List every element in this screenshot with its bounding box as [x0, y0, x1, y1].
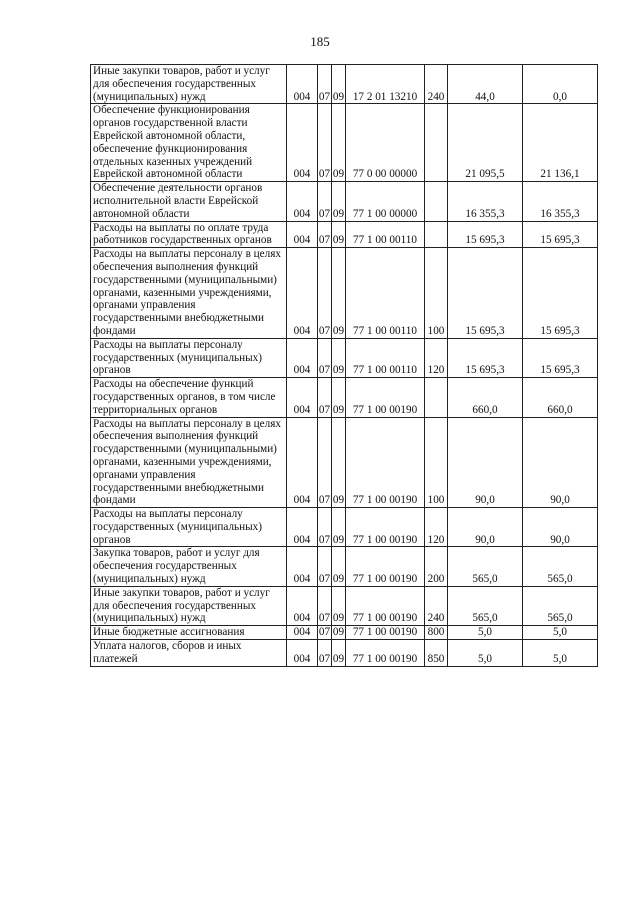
expense-name: Расходы на выплаты персоналу в целях обеспечения выполнения функций государственными (муниципальными) органами, казенными учреждениями, органами управления государственными внебюджетными фондами — [91, 417, 287, 508]
table-row — [91, 378, 598, 417]
admin-code: 004 — [287, 221, 318, 248]
subsection-code: 09 — [332, 104, 346, 182]
table-row — [91, 547, 598, 586]
page-number: 185 — [310, 34, 330, 49]
expense-type-code: 800 — [425, 626, 448, 640]
amount-year-2: 15 695,3 — [523, 221, 598, 248]
subsection-code: 09 — [332, 547, 346, 586]
admin-code: 004 — [287, 182, 318, 221]
table-body — [91, 65, 598, 667]
expense-name: Иные закупки товаров, работ и услуг для обеспечения государственных (муниципальных) нужд — [91, 586, 287, 625]
table-row — [91, 182, 598, 221]
expense-name: Уплата налогов, сборов и иных платежей — [91, 640, 287, 667]
amount-year-2: 5,0 — [523, 626, 598, 640]
expense-name: Расходы на выплаты персоналу государственных (муниципальных) органов — [91, 338, 287, 377]
table-row — [91, 417, 598, 508]
budget-table — [90, 64, 598, 667]
expense-name: Обеспечение деятельности органов исполнительной власти Еврейской автономной области — [91, 182, 287, 221]
amount-year-1: 15 695,3 — [448, 338, 523, 377]
expense-name: Расходы на обеспечение функций государственных органов, в том числе территориальных органов — [91, 378, 287, 417]
target-article-code: 77 1 00 00000 — [346, 182, 425, 221]
section-code: 07 — [318, 338, 332, 377]
amount-year-1: 565,0 — [448, 547, 523, 586]
amount-year-1: 565,0 — [448, 586, 523, 625]
expense-type-code: 850 — [425, 640, 448, 667]
admin-code: 004 — [287, 338, 318, 377]
amount-year-1: 90,0 — [448, 417, 523, 508]
table-row — [91, 248, 598, 339]
subsection-code: 09 — [332, 508, 346, 547]
target-article-code: 77 1 00 00190 — [346, 417, 425, 508]
expense-type-code: 100 — [425, 248, 448, 339]
admin-code: 004 — [287, 417, 318, 508]
section-code: 07 — [318, 182, 332, 221]
section-code: 07 — [318, 221, 332, 248]
table-row — [91, 626, 598, 640]
amount-year-2: 21 136,1 — [523, 104, 598, 182]
section-code: 07 — [318, 626, 331, 639]
target-article-code: 77 0 00 00000 — [346, 104, 425, 182]
subsection-code: 09 — [332, 221, 346, 248]
target-article-code: 77 1 00 00190 — [346, 626, 425, 640]
target-article-code: 77 1 00 00190 — [346, 547, 425, 586]
subsection-code: 09 — [332, 586, 346, 625]
admin-code: 004 — [287, 640, 318, 667]
table-row — [91, 104, 598, 182]
table-row — [91, 508, 598, 547]
amount-year-1: 5,0 — [448, 640, 523, 667]
subsection-code: 09 — [332, 338, 346, 377]
subsection-code: 09 — [332, 378, 346, 417]
section-code: 07 — [318, 547, 332, 586]
expense-type-code: 240 — [425, 586, 448, 625]
target-article-code: 77 1 00 00190 — [346, 508, 425, 547]
subsection-code: 09 — [332, 640, 346, 667]
expense-name: Закупка товаров, работ и услуг для обеспечения государственных (муниципальных) нужд — [91, 547, 287, 586]
subsection-code: 09 — [332, 182, 346, 221]
amount-year-2: 16 355,3 — [523, 182, 598, 221]
expense-type-code — [425, 104, 448, 182]
target-article-code: 77 1 00 00110 — [346, 248, 425, 339]
target-article-code: 77 1 00 00190 — [346, 586, 425, 625]
admin-code: 004 — [287, 626, 318, 640]
admin-code: 004 — [287, 378, 318, 417]
amount-year-2: 15 695,3 — [523, 338, 598, 377]
section-code: 07 — [318, 508, 332, 547]
expense-type-code: 120 — [425, 338, 448, 377]
amount-year-2: 660,0 — [523, 378, 598, 417]
expense-type-code: 200 — [425, 547, 448, 586]
target-article-code: 77 1 00 00190 — [346, 640, 425, 667]
section-code: 07 — [318, 248, 332, 339]
subsection-code: 09 — [332, 248, 346, 339]
expense-type-code: 100 — [425, 417, 448, 508]
amount-year-2: 565,0 — [523, 586, 598, 625]
amount-year-1: 5,0 — [448, 626, 523, 640]
amount-year-1: 90,0 — [448, 508, 523, 547]
section-code: 07 — [318, 65, 332, 104]
admin-code: 004 — [287, 104, 318, 182]
amount-year-2: 5,0 — [523, 640, 598, 667]
amount-year-2: 0,0 — [523, 65, 598, 104]
expense-name: Иные закупки товаров, работ и услуг для обеспечения государственных (муниципальных) нужд — [91, 65, 287, 104]
expense-name: Иные бюджетные ассигнования — [91, 626, 287, 640]
target-article-code: 77 1 00 00110 — [346, 221, 425, 248]
subsection-code: 09 — [332, 417, 346, 508]
expense-type-code — [425, 221, 448, 248]
amount-year-1: 15 695,3 — [448, 248, 523, 339]
amount-year-2: 90,0 — [523, 417, 598, 508]
subsection-code: 09 — [332, 626, 345, 639]
section-code: 07 — [318, 640, 332, 667]
amount-year-1: 15 695,3 — [448, 221, 523, 248]
table-row — [91, 338, 598, 377]
expense-name: Расходы на выплаты персоналу государственных (муниципальных) органов — [91, 508, 287, 547]
amount-year-2: 15 695,3 — [523, 248, 598, 339]
expense-name: Расходы на выплаты по оплате труда работников государственных органов — [91, 221, 287, 248]
target-article-code: 77 1 00 00190 — [346, 378, 425, 417]
target-article-code: 17 2 01 13210 — [346, 65, 425, 104]
amount-year-2: 90,0 — [523, 508, 598, 547]
expense-type-code — [425, 182, 448, 221]
admin-code: 004 — [287, 547, 318, 586]
amount-year-1: 44,0 — [448, 65, 523, 104]
expense-name: Обеспечение функционирования органов государственной власти Еврейской автономной области, обеспечение функционирования отдельных казенных учреждений Еврейской автономной области — [91, 104, 287, 182]
section-code: 07 — [318, 586, 332, 625]
expense-type-code: 120 — [425, 508, 448, 547]
expense-type-code: 240 — [425, 65, 448, 104]
admin-code: 004 — [287, 586, 318, 625]
expense-name: Расходы на выплаты персоналу в целях обеспечения выполнения функций государственными (муниципальными) органами, казенными учреждениями, органами управления государственными внебюджетными фондами — [91, 248, 287, 339]
amount-year-2: 565,0 — [523, 547, 598, 586]
amount-year-1: 660,0 — [448, 378, 523, 417]
admin-code: 004 — [287, 65, 318, 104]
section-code: 07 — [318, 104, 332, 182]
expense-type-code — [425, 378, 448, 417]
section-code: 07 — [318, 378, 332, 417]
amount-year-1: 21 095,5 — [448, 104, 523, 182]
section-code: 07 — [318, 417, 332, 508]
amount-year-1: 16 355,3 — [448, 182, 523, 221]
admin-code: 004 — [287, 508, 318, 547]
subsection-code: 09 — [332, 65, 346, 104]
table-row — [91, 65, 598, 104]
table-row — [91, 221, 598, 248]
admin-code: 004 — [287, 248, 318, 339]
target-article-code: 77 1 00 00110 — [346, 338, 425, 377]
table-row — [91, 586, 598, 625]
table-row — [91, 640, 598, 667]
